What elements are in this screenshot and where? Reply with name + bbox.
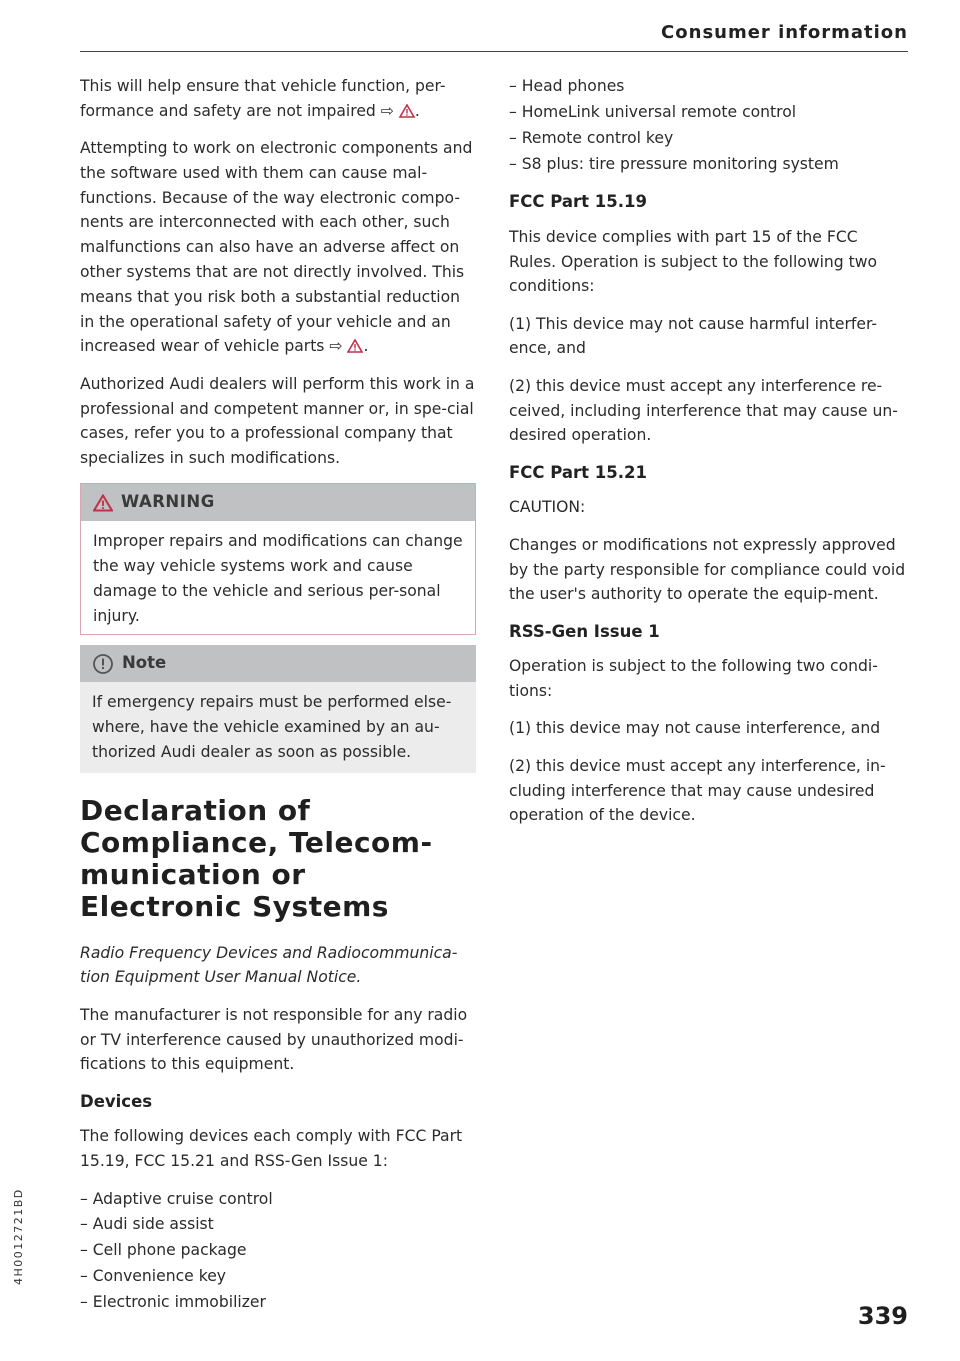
document-code: 4H0012721BD [12, 1188, 25, 1285]
list-item: – Convenience key [80, 1264, 476, 1290]
paragraph-5: The following devices each comply with FCC Part 15.19, FCC 15.21 and RSS-Gen Issue 1: [80, 1127, 463, 1171]
left-column [80, 74, 476, 1328]
fcc-15-21-paragraph: Changes or modifications not expressly approved by the party responsible for compliance could void the user's authority to operate the equip-ment. [509, 535, 906, 604]
fcc-15-19-paragraph-1: This device complies with part 15 of the FCC Rules. Operation is subject to the following two conditions: [509, 227, 878, 296]
paragraph-2-text: Attempting to work on electronic components and the software used with them can cause mal-functions. Because of the way electronic compo-nents are interconnected with each other, such malfunctions can also have an adverse affect on other systems that are not directly involved. This means that you risk both a substantial reduction in the operational safety of your vehicle and an increased wear of vehicle parts ⇨ [80, 139, 473, 356]
note-title: Note [122, 653, 167, 673]
warning-box [80, 483, 476, 635]
list-item: – Head phones [509, 74, 907, 100]
page-number: 339 [857, 1302, 908, 1330]
list-item: – HomeLink universal remote control [509, 100, 907, 126]
section-intro: Radio Frequency Devices and Radiocommunica-tion Equipment User Manual Notice. [80, 943, 458, 987]
note-text: If emergency repairs must be performed else-where, have the vehicle examined by an au-thorized Audi dealer as soon as possible. [92, 693, 452, 761]
paragraph-1: This will help ensure that vehicle function, per-formance and safety are not impaired ⇨ . [80, 77, 446, 120]
fcc-15-19-paragraph-3: (2) this device must accept any interference re-ceived, including interference that may cause un-desired operation. [509, 376, 898, 445]
paragraph-4: The manufacturer is not responsible for any radio or TV interference caused by unauthorized modi-fications to this equipment. [80, 1005, 468, 1074]
warning-header [81, 484, 475, 521]
warning-triangle-icon [93, 494, 113, 512]
note-box [80, 645, 476, 772]
list-item: – S8 plus: tire pressure monitoring system [509, 152, 907, 178]
paragraph-2: Attempting to work on electronic components and the software used with them can cause mal-functions. Because of the way electronic compo-nents are interconnected with each other, such malfunctions can also have an adverse affect on other systems that are not directly involved. This means that you risk both a substantial reduction in the operational safety of your vehicle and an increased wear of vehicle parts ⇨ . [80, 139, 473, 356]
list-item: – Audi side assist [80, 1212, 476, 1238]
running-header-title: Consumer information [661, 22, 908, 43]
list-item: – Adaptive cruise control [80, 1187, 476, 1213]
list-item: – Cell phone package [80, 1238, 476, 1264]
paragraph-1-text: This will help ensure that vehicle function, per-formance and safety are not impaired ⇨ [80, 77, 446, 120]
fcc-15-21-heading: FCC Part 15.21 [509, 462, 647, 482]
warning-text: Improper repairs and modifications can change the way vehicle systems work and cause damage to the vehicle and serious per-sonal injury. [93, 532, 463, 625]
list-item: – Electronic immobilizer [80, 1290, 476, 1316]
rss-gen-paragraph-2: (1) this device may not cause interference, and [509, 719, 881, 738]
devices-list [80, 1187, 476, 1317]
rss-gen-heading: RSS-Gen Issue 1 [509, 621, 660, 641]
note-circle-icon [92, 653, 114, 675]
paragraph-3: Authorized Audi dealers will perform this work in a professional and competent manner or, in spe-cial cases, refer you to a professional company that specializes in such modifications. [80, 374, 475, 468]
note-header [80, 645, 476, 682]
section-title: Declaration of Compliance, Telecom-munication or Electronic Systems [80, 793, 433, 923]
devices-list-continued [509, 74, 907, 178]
warning-ref-icon [347, 339, 363, 353]
fcc-15-19-heading: FCC Part 15.19 [509, 191, 647, 211]
devices-heading: Devices [80, 1091, 153, 1111]
rss-gen-paragraph-3: (2) this device must accept any interference, in-cluding interference that may cause undesired operation of the device. [509, 756, 886, 825]
warning-ref-icon [399, 104, 415, 118]
list-item: – Remote control key [509, 126, 907, 152]
warning-title: WARNING [121, 492, 215, 512]
header-divider [80, 51, 908, 52]
rss-gen-paragraph-1: Operation is subject to the following two condi-tions: [509, 657, 878, 701]
fcc-15-21-caution: CAUTION: [509, 498, 586, 517]
right-column [509, 74, 907, 841]
fcc-15-19-paragraph-2: (1) This device may not cause harmful interfer-ence, and [509, 314, 878, 358]
